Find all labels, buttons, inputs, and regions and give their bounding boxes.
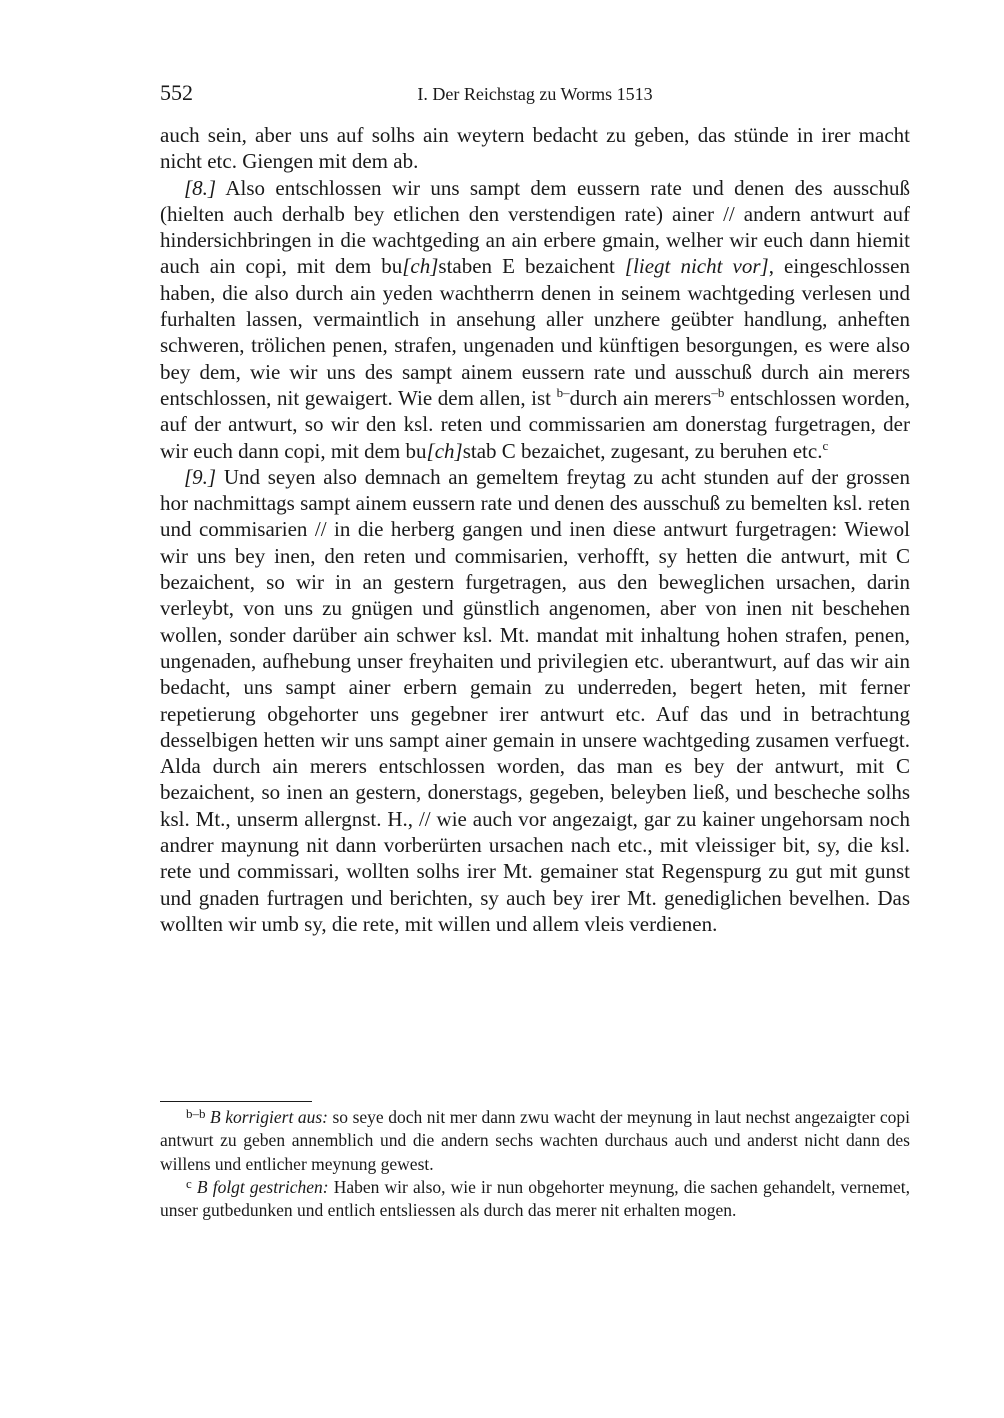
paragraph-9 [160, 464, 910, 937]
footnote-ref-c: c [822, 437, 829, 453]
footnotes [160, 1106, 910, 1222]
paragraph-8-text-1: Also entschlossen wir uns sampt dem eussern rate und denen des ausschuß (hielten auch derhalb bey etlichen den verstendigen rate) ainer // andern antwurt auf hindersichbringen in die wachtgeding an ain erbere gmain, welher wir euch dann hiemit auch ain copi, mit dem bu [160, 175, 910, 279]
footnote-b-mark: b–b [186, 1106, 206, 1121]
footnote-b-label: B korrigiert aus: [210, 1107, 328, 1127]
footnote-ref-b-close: –b [711, 384, 725, 400]
editorial-insertion-ch-1: [ch] [402, 254, 439, 279]
paragraph-8-text-3: , eingeschlossen haben, die also durch ain yeden wachtherrn denen in seinem wachtgeding verlesen und furhalten lassen, vermaintlich in ansehung aller unzhere geübter handlung, anheften schweren, trölichen penen, strafen, ungenaden und künftigen besorgungen, es were also bey dem, wie wir uns des sampt ainem eussern rate und ausschuß durch ain merers entschlossen, nit gewaigert. Wie dem allen, ist [160, 254, 910, 410]
paragraph-8-text-2: staben E bezaichent [438, 254, 625, 279]
footnote-c-label: B folgt gestrichen: [196, 1176, 329, 1197]
page-number: 552 [160, 80, 193, 105]
footnote-divider [160, 1101, 312, 1102]
paragraph-8 [160, 175, 910, 464]
paragraph-9-text: Und seyen also demnach an gemeltem freytag zu acht stunden auf der grossen hor nachmittags sampt ainem eussern rate und denen des ausschuß zu bemelten ksl. reten und commisarien // in die herberg gangen und inen diese antwurt furgetragen: Wiewol wir uns bey inen, den reten und commisarien, verhofft, sy hetten die antwurt, mit C bezaichent, so wir in an gestern furgetragen, aus den beweglichen ursachen, darin verleybt, von uns zu gnügen und günstlich angenomen, aber von inen nit beschehen wollen, sonder darüber ain schwer ksl. Mt. mandat mit inhaltung hohen strafen, penen, ungenaden, aufhebung unser freyhaiten und privilegien etc. uberantwurt, auf das wir ain bedacht, uns sampt ainer erbern gemain zu underreden, begert heten, mit ferner repetierung obgehorter uns gegebner irer antwurt etc. Auf das und in betrachtung desselbigen hetten wir uns sampt ainer gemain in unsere wachtgeding zusamen verfuegt. Alda durch ain merers entschlossen worden, das man es bey der antwurt, mit C bezaichent, so inen an gestern, donerstags, gegeben, beleyben ließ, und bescheche solhs ksl. Mt., unserm allergnst. H., // wie auch vor angezaigt, gar zu kainer ungehorsam noch andrer maynung nit dann vorberürten ursachen nach etc., mit vleissiger bit, sy, die ksl. rete und commissari, wollten solhs irer Mt. gemainer stat Regenspurg zu gut mit gunst und gnaden furtragen und berichten, sy auch bey irer Mt. genediglichen bevelhen. Das wollten wir umb sy, die rete, mit willen und allem vleis verdienen. [160, 464, 910, 936]
editorial-note: [liegt nicht vor] [624, 254, 769, 279]
section-number-8: [8.] [184, 175, 217, 200]
footnote-b [160, 1106, 910, 1176]
paragraph-8-text-4: durch ain merers [569, 385, 712, 410]
section-number-9: [9.] [184, 464, 217, 489]
paragraph-1: auch sein, aber uns auf solhs ain weytern bedacht zu geben, das stünde in irer macht nicht etc. Giengen mit dem ab. [160, 123, 910, 174]
paragraph-8-text-6: stab C bezaichet, zugesant, zu beruhen etc. [462, 438, 823, 463]
footnote-c-text: Haben wir also, wie ir nun obgehorter meynung, die sachen gehandelt, vernemet, unser gutbedunken und entlich entsliessen als durch das merer nit erhalten mogen. [160, 1176, 910, 1221]
main-text [160, 122, 910, 937]
footnote-c [160, 1176, 910, 1223]
running-head: I. Der Reichstag zu Worms 1513 [417, 84, 653, 104]
footnote-ref-b-open: b– [556, 384, 570, 400]
editorial-insertion-ch-2: [ch] [426, 438, 463, 463]
footnote-b-text: so seye doch nit mer dann zwu wacht der meynung in laut nechst angezaigter copi antwurt zu geben annemblich und die andern sechs wachten durchaus auch und anderst nicht dann des willens und entlicher meynung gewest. [160, 1107, 910, 1174]
paragraph-8-text-5: entschlossen worden, auf der antwurt, so wir den ksl. reten und commissarien am donerstag furgetragen, der wir euch dann copi, mit dem bu [160, 385, 910, 463]
footnote-c-mark: c [186, 1175, 192, 1191]
